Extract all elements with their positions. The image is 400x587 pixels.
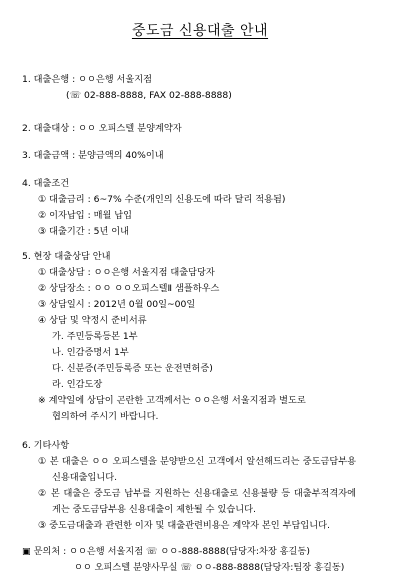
section-3-heading: 3. 대출금액 : 분양금액의 40%이내 bbox=[22, 150, 164, 161]
document-list-item: 다. 신분증(주민등록증 또는 운전면허증) bbox=[52, 363, 213, 374]
section-1-heading: 1. 대출은행 : ㅇㅇ은행 서울지점 bbox=[22, 74, 153, 85]
document-title bbox=[0, 20, 400, 40]
other-item-1-line-1: ① 본 대출은 ㅇㅇ 오피스텔을 분양받으신 고객에서 알선해드리는 중도금담부용 bbox=[38, 456, 356, 467]
document-list-item: 가. 주민등록등본 1부 bbox=[52, 331, 138, 342]
loan-rate-item: ① 대출금리 : 6~7% 수준(개인의 신용도에 따라 달리 적용됨) bbox=[38, 194, 286, 205]
other-item-1-line-2: 신용대출입니다. bbox=[52, 472, 118, 483]
consult-note-line-2: 협의하여 주시기 바랍니다. bbox=[52, 411, 159, 422]
section-5-heading: 5. 현장 대출상담 안내 bbox=[22, 251, 111, 262]
section-2-heading: 2. 대출대상 : ㅇㅇ 오피스텔 분양계약자 bbox=[22, 123, 182, 134]
contact-line-2: ㅇㅇ 오피스텔 분양사무실 ☏ ㅇㅇ-888-8888(담당자:팀장 홍길동) bbox=[74, 562, 345, 573]
loan-period-item: ③ 대출기간 : 5년 이내 bbox=[38, 226, 129, 237]
document-list-item: 라. 인감도장 bbox=[52, 379, 103, 390]
consult-note-line-1: ※ 계약일에 상담이 곤란한 고객께서는 ㅇㅇ은행 서울지점과 별도로 bbox=[38, 395, 306, 406]
interest-payment-item: ② 이자납입 : 매월 납입 bbox=[38, 210, 133, 221]
required-documents-item: ④ 상담 및 약정시 준비서류 bbox=[38, 315, 147, 326]
contact-line-1: ▣ 문의처 : ㅇㅇ은행 서울지점 ☏ ㅇㅇ-888-8888(담당자:차장 홍길동) bbox=[22, 546, 310, 557]
other-item-3: ③ 중도금대출과 관련한 이자 및 대출관련비용은 계약자 본인 부담입니다. bbox=[38, 520, 330, 531]
document-list-item: 나. 인감증명서 1부 bbox=[52, 347, 129, 358]
consult-location-item: ② 상담장소 : ㅇㅇ ㅇㅇ오피스텔Ⅱ 샘플하우스 bbox=[38, 283, 220, 294]
consult-date-item: ③ 상담일시 : 2012년 0월 00일~00일 bbox=[38, 299, 196, 310]
other-item-2-line-2: 게는 중도금담부용 신용대출이 제한될 수 있습니다. bbox=[52, 504, 256, 515]
bank-phone-fax: (☏ 02-888-8888, FAX 02-888-8888) bbox=[66, 90, 232, 101]
section-4-heading: 4. 대출조건 bbox=[22, 178, 70, 189]
document-title-text: 중도금 신용대출 안내 bbox=[131, 23, 269, 39]
section-6-heading: 6. 기타사항 bbox=[22, 440, 70, 451]
other-item-2-line-1: ② 본 대출은 중도금 납부를 지원하는 신용대출로 신용불량 등 대출부적격자에 bbox=[38, 488, 356, 499]
consult-contact-item: ① 대출상담 : ㅇㅇ은행 서울지점 대출담당자 bbox=[38, 267, 215, 278]
